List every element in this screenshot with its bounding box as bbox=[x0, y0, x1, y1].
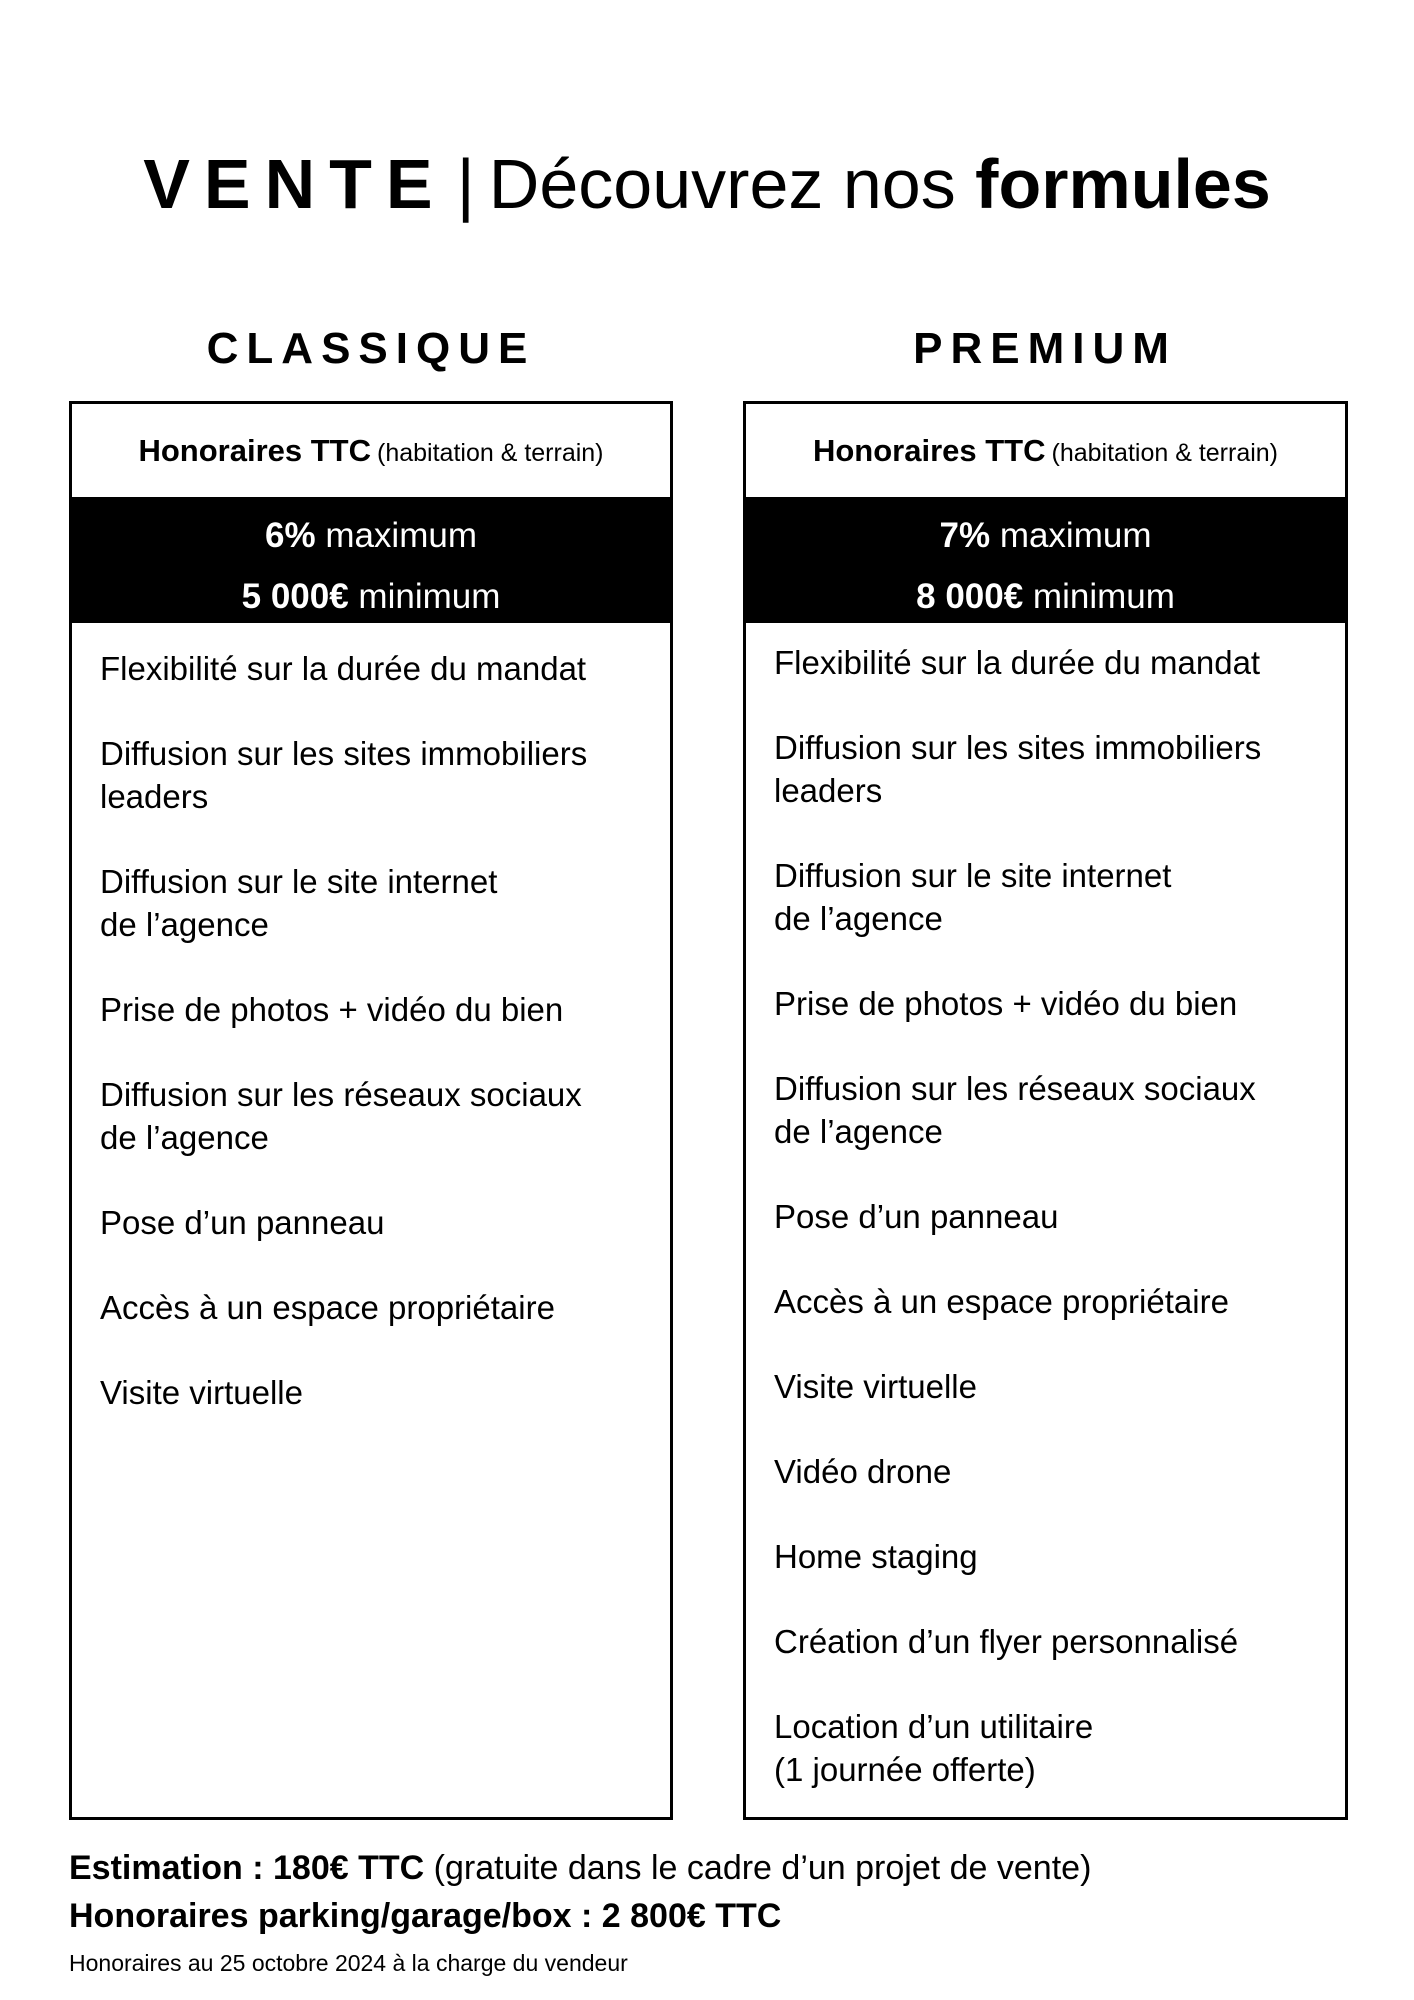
feature-item: Création d’un flyer personnalisé bbox=[774, 1623, 1239, 1660]
feature-item: Accès à un espace propriétaire bbox=[100, 1289, 555, 1326]
feature-item: Flexibilité sur la durée du mandat bbox=[100, 650, 587, 687]
fees-date-note: Honoraires au 25 octobre 2024 à la charge du vendeur bbox=[69, 1950, 628, 1976]
classique-fees-max bbox=[72, 505, 670, 566]
feature-item: Flexibilité sur la durée du mandat bbox=[774, 644, 1261, 681]
classique-fees-header bbox=[72, 404, 670, 497]
page-title bbox=[0, 142, 1414, 226]
classique-pct: 6% bbox=[264, 516, 316, 555]
title-separator: | bbox=[456, 145, 475, 223]
feature-item: Prise de photos + vidéo du bien bbox=[774, 985, 1238, 1022]
title-formules: formules bbox=[975, 145, 1271, 223]
classique-heading: CLASSIQUE bbox=[206, 324, 536, 373]
premium-min-word: minimum bbox=[1032, 577, 1175, 616]
classique-min-amount: 5 000€ bbox=[241, 577, 349, 616]
feature-item: Home staging bbox=[774, 1538, 978, 1575]
classique-plan-box bbox=[69, 401, 673, 1820]
classique-fees-min bbox=[72, 566, 670, 627]
classique-min-word: minimum bbox=[358, 577, 501, 616]
feature-item: Diffusion sur les sites immobiliers leaders bbox=[774, 729, 1262, 809]
feature-item: Vidéo drone bbox=[774, 1453, 952, 1490]
classique-feature-list bbox=[72, 623, 670, 1414]
feature-item: Diffusion sur les réseaux sociaux de l’agence bbox=[100, 1076, 582, 1156]
premium-max-word: maximum bbox=[999, 516, 1152, 555]
classique-fees-band bbox=[72, 497, 670, 623]
premium-fees-min bbox=[746, 566, 1345, 627]
feature-item: Diffusion sur le site internet de l’agence bbox=[774, 857, 1172, 937]
premium-fees-label: Honoraires TTC bbox=[812, 433, 1046, 468]
premium-fees-header bbox=[746, 404, 1345, 497]
premium-min-amount: 8 000€ bbox=[916, 577, 1024, 616]
premium-fees-max bbox=[746, 505, 1345, 566]
premium-feature-list bbox=[746, 623, 1345, 1791]
estimation-note: (gratuite dans le cadre d’un projet de vente) bbox=[433, 1849, 1092, 1887]
feature-item: Accès à un espace propriétaire bbox=[774, 1283, 1229, 1320]
estimation-label: Estimation : 180€ TTC bbox=[69, 1849, 425, 1887]
feature-item: Visite virtuelle bbox=[774, 1368, 977, 1405]
premium-fees-band bbox=[746, 497, 1345, 623]
estimation-line bbox=[69, 1846, 1091, 1890]
premium-heading: PREMIUM bbox=[913, 324, 1177, 373]
title-vente: VENTE bbox=[143, 145, 447, 223]
premium-fees-scope: (habitation & terrain) bbox=[1051, 439, 1279, 467]
classique-fees-scope: (habitation & terrain) bbox=[377, 439, 604, 467]
classique-fees-label: Honoraires TTC bbox=[138, 433, 371, 468]
feature-item: Diffusion sur les réseaux sociaux de l’agence bbox=[774, 1070, 1256, 1150]
parking-fees-line: Honoraires parking/garage/box : 2 800€ TTC bbox=[69, 1897, 782, 1935]
feature-item: Visite virtuelle bbox=[100, 1374, 303, 1411]
premium-pct: 7% bbox=[939, 516, 991, 555]
feature-item: Diffusion sur le site internet de l’agence bbox=[100, 863, 498, 943]
classique-max-word: maximum bbox=[325, 516, 477, 555]
title-decouvrez: Découvrez nos bbox=[488, 145, 956, 223]
feature-item: Diffusion sur les sites immobiliers leaders bbox=[100, 735, 588, 815]
feature-item: Pose d’un panneau bbox=[100, 1204, 385, 1241]
feature-item: Prise de photos + vidéo du bien bbox=[100, 991, 564, 1028]
feature-item: Location d’un utilitaire (1 journée offerte) bbox=[774, 1708, 1094, 1788]
premium-plan-box bbox=[743, 401, 1348, 1820]
feature-item: Pose d’un panneau bbox=[774, 1198, 1059, 1235]
